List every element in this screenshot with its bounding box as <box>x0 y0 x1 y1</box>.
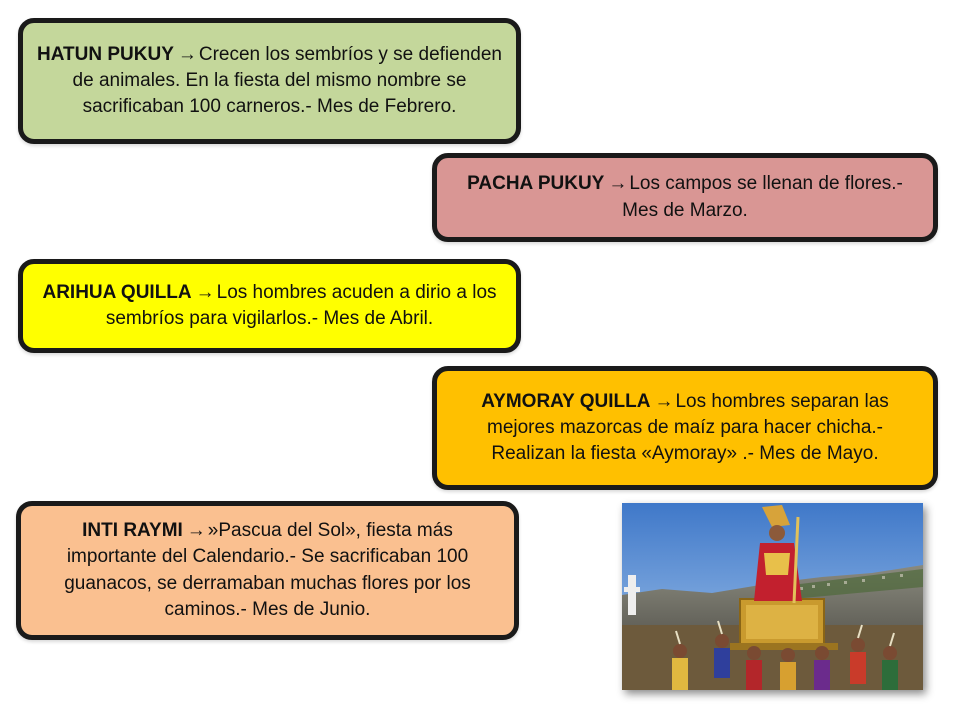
arrow-right-icon: → <box>608 173 628 195</box>
month-text-mayo <box>451 389 919 468</box>
arrow-right-icon: → <box>654 390 674 412</box>
month-term: ARIHUA QUILLA <box>42 281 192 303</box>
month-term: AYMORAY QUILLA <box>481 390 651 412</box>
month-term: INTI RAYMI <box>82 520 183 542</box>
month-text-febrero <box>37 42 502 121</box>
month-term: HATUN PUKUY <box>37 43 174 65</box>
month-term: PACHA PUKUY <box>467 173 605 195</box>
month-text-junio <box>35 518 500 623</box>
arrow-right-icon: → <box>186 520 206 542</box>
month-box-mayo <box>432 366 938 490</box>
month-box-junio <box>16 501 519 640</box>
month-text-marzo <box>451 171 919 223</box>
month-text-abril <box>37 280 502 332</box>
month-description: Los hombres separan las mejores mazorcas de maíz para hacer chicha.- Realizan la fiesta «Aymoray» .- Mes de Mayo. <box>487 390 889 465</box>
month-description: »Pascua del Sol», fiesta más importante del Calendario.- Se sacrificaban 100 guanacos, se derramaban muchas flores por los caminos.- Mes de Junio. <box>64 520 471 620</box>
month-description: Los hombres acuden a dirio a los sembríos para vigilarlos.- Mes de Abril. <box>105 281 497 329</box>
arrow-right-icon: → <box>177 43 197 65</box>
inti-raymi-festival-photo <box>622 503 923 690</box>
month-box-marzo <box>432 153 938 242</box>
festival-photo-icon <box>622 503 923 690</box>
month-description: Crecen los sembríos y se defienden de animales. En la fiesta del mismo nombre se sacrificaban 100 carneros.- Mes de Febrero. <box>72 43 502 118</box>
month-box-abril <box>18 259 521 353</box>
arrow-right-icon: → <box>195 281 215 303</box>
month-box-febrero <box>18 18 521 144</box>
month-description: Los campos se llenan de flores.- Mes de Marzo. <box>622 173 903 221</box>
